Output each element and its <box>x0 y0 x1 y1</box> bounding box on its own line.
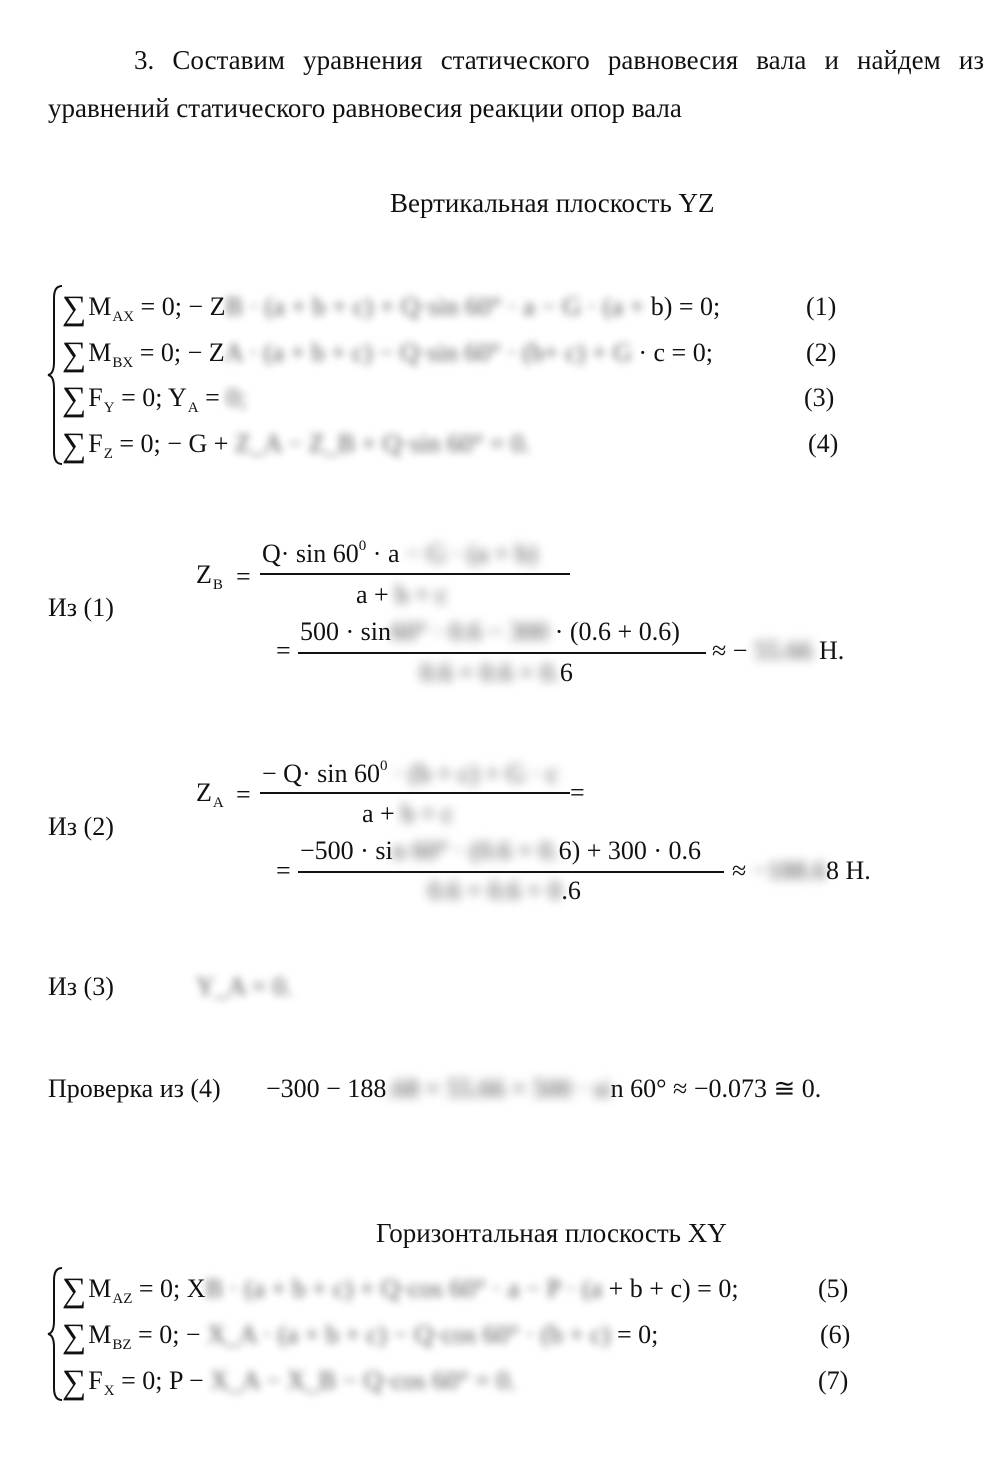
horizontal-plane-title: Горизонтальная плоскость XY <box>376 1218 727 1248</box>
from-2-label: Из (2) <box>48 812 114 841</box>
za-equals: = <box>236 780 251 809</box>
from-1-label: Из (1) <box>48 593 114 622</box>
equation-2: $\sum M_{BX} = 0$; − ZA · (a + b + c) − Q·sin 60° · (b+ c) + G · c = 0; <box>62 336 713 373</box>
za-denominator-2: 0.6 + 0.6 + 0.6 <box>428 876 581 905</box>
za-equals-2: = <box>570 778 585 807</box>
equation-6: $\sum M_{BZ} = 0$; − X_A · (a + b + c) − Q·cos 60° · (b + c) = 0; <box>62 1318 659 1355</box>
za-numerator-2: −500 · sin 60° · (0.6 + 0.6) + 300 · 0.6 <box>300 836 702 865</box>
equation-4: $\sum F_Z = 0$; − G + Z_A − Z_B + Q·sin 60° = 0. <box>62 427 531 464</box>
from-3-result: Y_A = 0. <box>196 972 293 1001</box>
equation-4-number: (4) <box>808 429 839 458</box>
zb-numerator-2: 500 · sin60° · 0.6 − 300 · (0.6 + 0.6) <box>300 617 680 646</box>
equation-1: $\sum M_{AX} = 0$; − ZB · (a + b + c) + Q·sin 60° · a − G · (a + b) = 0; <box>62 290 721 327</box>
za-denominator: a + b + c <box>362 799 454 828</box>
equation-5: $\sum M_{AZ} = 0$; XB · (a + b + c) + Q·cos 60° · a − P · (a + b + c) = 0; <box>62 1272 739 1309</box>
za-result: ≈ −188.68 Н. <box>732 856 871 885</box>
equation-7: $\sum F_X = 0$; P − X_A − X_B − Q·cos 60° = 0. <box>62 1364 516 1401</box>
equation-5-number: (5) <box>818 1274 849 1303</box>
check-expression: −300 − 188.68 + 55.66 + 500 · sin 60° ≈ −0.073 ≅ 0. <box>266 1074 822 1103</box>
za-fraction-line-2 <box>298 871 724 873</box>
za-numerator: − $Q\cdot \sin 60^0 \cdot (b + c) + G \cdot c$ <box>262 758 559 788</box>
zb-symbol: $Z_B$ <box>196 560 223 593</box>
zb-denominator: a + b + c <box>356 580 448 609</box>
zb-numerator: $Q\cdot \sin 60^0 \cdot a - G \cdot (a + b)$ <box>262 538 538 568</box>
intro-paragraph: 3. Составим уравнения статического равновесия вала и найдем из уравнений статического равновесия реакции опор вала <box>48 45 984 123</box>
equation-6-number: (6) <box>820 1320 851 1349</box>
equation-3-number: (3) <box>804 383 835 412</box>
check-label: Проверка из (4) <box>48 1074 221 1103</box>
vertical-plane-title: Вертикальная плоскость YZ <box>390 188 715 218</box>
equation-3: $\sum F_Y = 0$; $Y_A = 0$; <box>62 381 247 418</box>
zb-equals: = <box>236 562 251 591</box>
equation-2-number: (2) <box>806 338 837 367</box>
za-symbol: $Z_A$ <box>196 778 224 811</box>
za-equals-3: = <box>276 856 291 885</box>
zb-denominator-2: 0.6 + 0.6 + 0.6 <box>420 658 573 687</box>
zb-equals-2: = <box>276 636 291 665</box>
from-3-label: Из (3) <box>48 972 114 1001</box>
equation-7-number: (7) <box>818 1366 849 1395</box>
zb-result: ≈ − 55.66 Н. <box>712 636 845 665</box>
zb-fraction-line-1 <box>260 573 570 575</box>
za-fraction-line-1 <box>260 792 570 794</box>
zb-fraction-line-2 <box>298 652 706 654</box>
equation-1-number: (1) <box>806 292 837 321</box>
